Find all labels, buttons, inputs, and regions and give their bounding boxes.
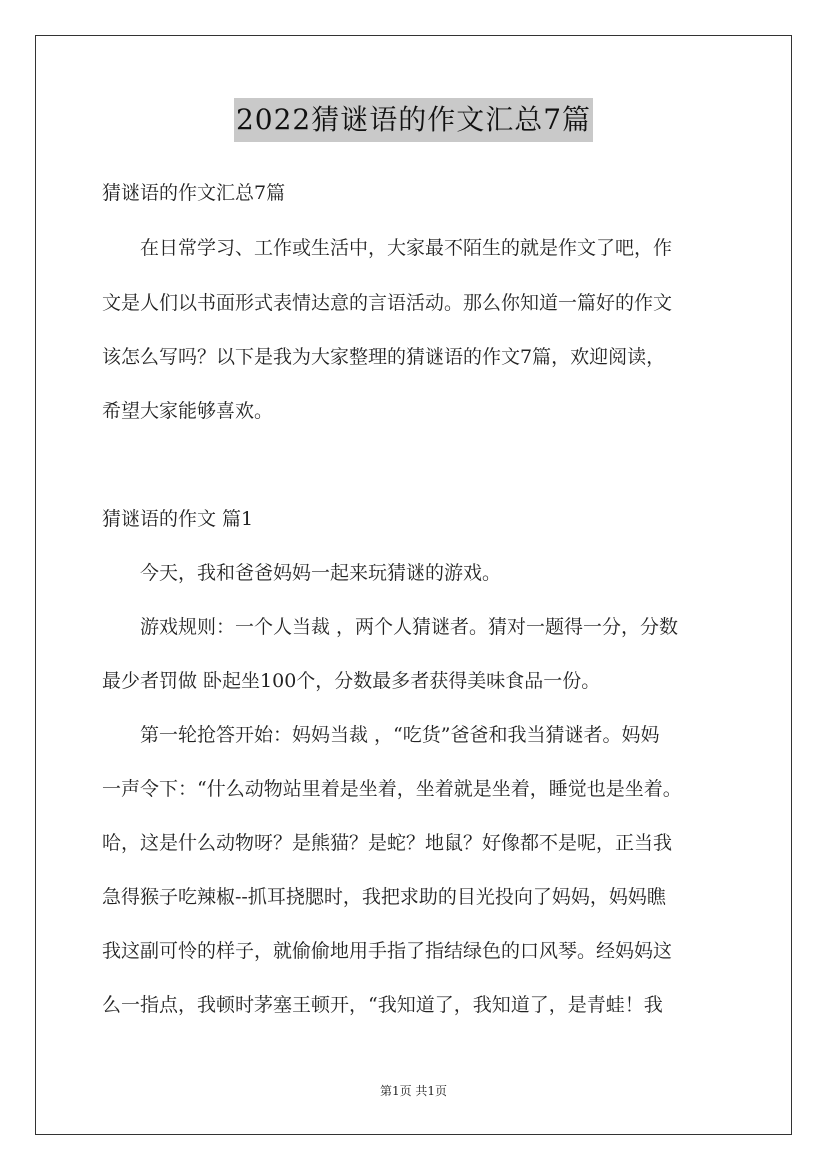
body-line: 今天，我和爸爸妈妈一起来玩猜谜的游戏。 xyxy=(102,562,502,584)
body-line: 急得猴子吃辣椒--抓耳挠腮时，我把求助的目光投向了妈妈，妈妈瞧 xyxy=(102,886,666,908)
body-line: 一声令下：“什么动物站里着是坐着，坐着就是坐着，睡觉也是坐着。 xyxy=(102,778,682,800)
body-line: 最少者罚做 卧起坐100个，分数最多者获得美味食品一份。 xyxy=(102,670,601,692)
intro-line-4: 希望大家能够喜欢。 xyxy=(102,400,274,422)
body-line: 么一指点，我顿时茅塞王顿开，“我知道了，我知道了，是青蛙！我 xyxy=(102,994,663,1016)
body-line: 哈，这是什么动物呀？是熊猫？是蛇？地鼠？好像都不是呢，正当我 xyxy=(102,832,673,854)
section-heading: 猜谜语的作文 篇1 xyxy=(102,508,254,530)
body-line: 第一轮抢答开始：妈妈当裁 ，“吃货”爸爸和我当猜谜者。妈妈 xyxy=(102,724,660,746)
intro-line-3: 该怎么写吗？以下是我为大家整理的猜谜语的作文7篇，欢迎阅读， xyxy=(102,346,666,368)
body-line: 游戏规则：一个人当裁 ，两个人猜谜者。猜对一题得一分，分数 xyxy=(102,616,679,638)
document-subtitle: 猜谜语的作文汇总7篇 xyxy=(102,182,286,204)
intro-line-1: 在日常学习、工作或生活中，大家最不陌生的就是作文了吧，作 xyxy=(102,237,673,259)
intro-line-2: 文是人们以书面形式表情达意的言语活动。那么你知道一篇好的作文 xyxy=(102,292,673,314)
body-line: 我这副可怜的样子，就偷偷地用手指了指结绿色的口风琴。经妈妈这 xyxy=(102,940,673,962)
title-container xyxy=(0,98,827,142)
document-title: 2022猜谜语的作文汇总7篇 xyxy=(234,98,593,142)
page-number: 第1页 共1页 xyxy=(379,1084,448,1098)
